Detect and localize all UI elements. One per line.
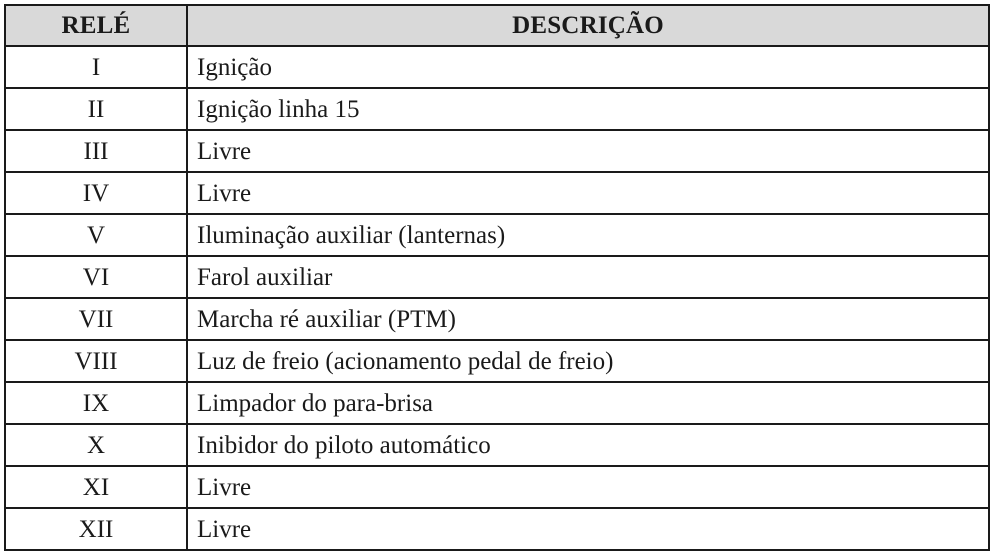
cell-descricao: Limpador do para-brisa: [187, 382, 989, 424]
cell-descricao: Farol auxiliar: [187, 256, 989, 298]
table-body: [5, 46, 989, 550]
cell-rele: X: [5, 424, 187, 466]
cell-descricao: Livre: [187, 172, 989, 214]
cell-rele: XII: [5, 508, 187, 550]
header-row: [5, 5, 989, 46]
table-header: [5, 5, 989, 46]
table-row: [5, 508, 989, 550]
cell-descricao: Ignição: [187, 46, 989, 88]
cell-rele: XI: [5, 466, 187, 508]
table-row: [5, 256, 989, 298]
cell-rele: VI: [5, 256, 187, 298]
cell-descricao: Luz de freio (acionamento pedal de freio): [187, 340, 989, 382]
table-row: [5, 172, 989, 214]
cell-descricao: Livre: [187, 130, 989, 172]
cell-descricao: Livre: [187, 466, 989, 508]
table-row: [5, 340, 989, 382]
table-row: [5, 424, 989, 466]
table-row: [5, 298, 989, 340]
table-row: [5, 46, 989, 88]
relay-table: [4, 4, 990, 551]
cell-rele: IX: [5, 382, 187, 424]
table-row: [5, 466, 989, 508]
cell-rele: VIII: [5, 340, 187, 382]
table-row: [5, 214, 989, 256]
header-descricao: DESCRIÇÃO: [187, 5, 989, 46]
table-row: [5, 382, 989, 424]
cell-descricao: Iluminação auxiliar (lanternas): [187, 214, 989, 256]
table-row: [5, 88, 989, 130]
cell-rele: II: [5, 88, 187, 130]
relay-table-container: [4, 4, 988, 551]
table-row: [5, 130, 989, 172]
header-rele: RELÉ: [5, 5, 187, 46]
cell-rele: III: [5, 130, 187, 172]
cell-descricao: Ignição linha 15: [187, 88, 989, 130]
cell-rele: I: [5, 46, 187, 88]
cell-rele: IV: [5, 172, 187, 214]
cell-descricao: Marcha ré auxiliar (PTM): [187, 298, 989, 340]
cell-rele: VII: [5, 298, 187, 340]
cell-rele: V: [5, 214, 187, 256]
cell-descricao: Inibidor do piloto automático: [187, 424, 989, 466]
cell-descricao: Livre: [187, 508, 989, 550]
